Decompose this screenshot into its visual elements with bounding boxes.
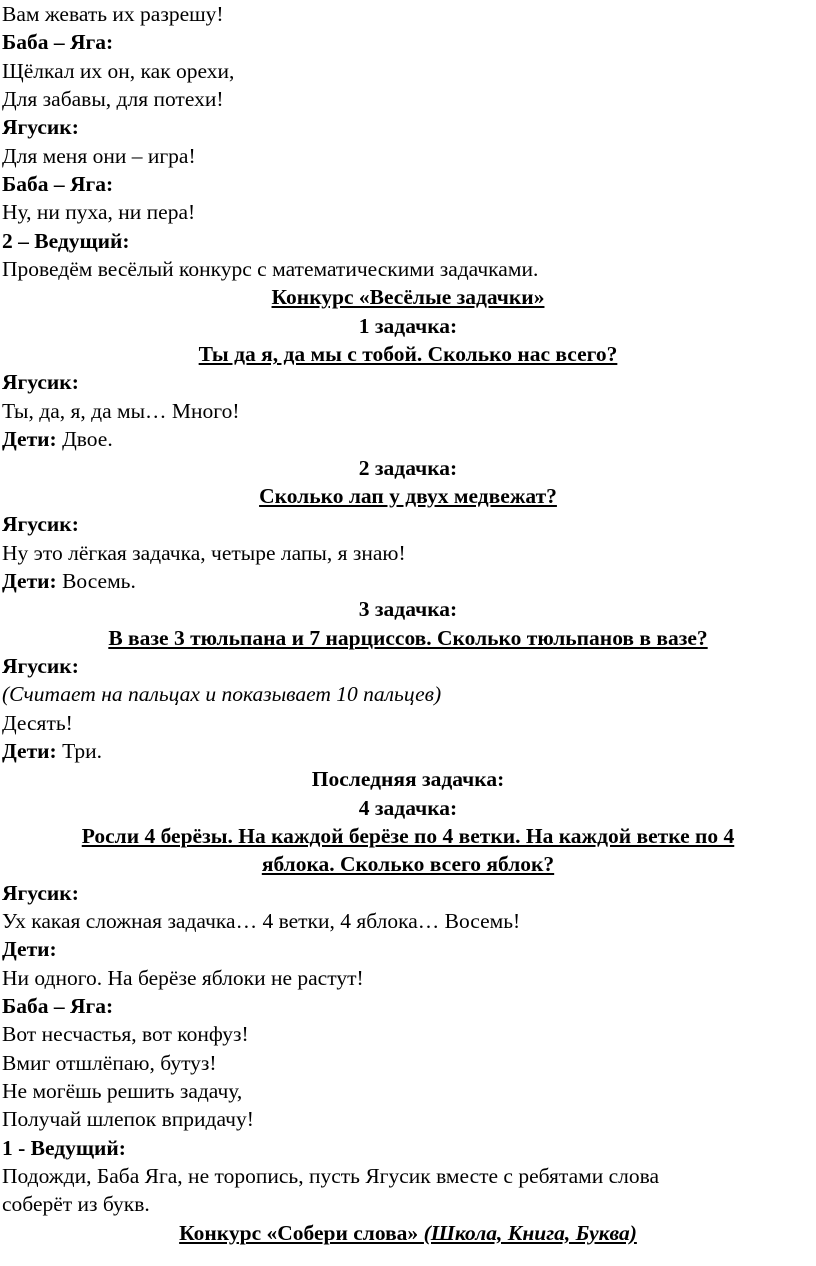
speaker-line — [0, 992, 816, 1020]
line-text: Для меня они – игра! — [2, 143, 196, 168]
speaker-name: 1 - Ведущий: — [2, 1135, 126, 1160]
text-line — [0, 1020, 816, 1048]
line-text: Ух какая сложная задачка… 4 ветки, 4 яблока… Восемь! — [2, 909, 521, 933]
line-text: Подожди, Баба Яга, не торопись, пусть Ягусик вместе с ребятами слова — [2, 1164, 660, 1189]
text-line — [0, 0, 816, 28]
heading-text: 4 задачка: — [358, 795, 458, 820]
heading-text: Ты да я, да мы с тобой. Сколько нас всего? — [198, 342, 618, 367]
line-text: Вот несчастья, вот конфуз! — [2, 1022, 249, 1047]
line-text: Десять! — [2, 710, 73, 735]
text-line — [0, 255, 816, 283]
speaker-line — [0, 510, 816, 538]
line-text: Вмиг отшлёпаю, бутуз! — [2, 1050, 217, 1075]
speaker-name: Баба – Яга: — [2, 30, 114, 55]
text-line — [0, 907, 816, 935]
stage-direction: (Считает на пальцах и показывает 10 пальцев) — [2, 682, 442, 707]
heading-text: Последняя задачка: — [311, 767, 505, 792]
speaker-name: Ягусик: — [2, 880, 79, 905]
line-text: Не могёшь решить задачу, — [2, 1079, 243, 1104]
speaker-line — [0, 28, 816, 56]
speaker-name: 2 – Ведущий: — [2, 228, 130, 253]
speaker-line — [0, 652, 816, 680]
speaker-name: Ягусик: — [2, 512, 79, 537]
heading-italic-text: (Школа, Книга, Буква) — [423, 1220, 637, 1245]
text-line — [0, 397, 816, 425]
heading-text: 1 задачка: — [358, 313, 458, 338]
speaker-line — [0, 1134, 816, 1162]
text-line — [0, 1162, 816, 1190]
text-line — [0, 737, 816, 765]
text-line — [0, 1077, 816, 1105]
text-line — [0, 57, 816, 85]
speaker-name: Баба – Яга: — [2, 994, 114, 1019]
text-line — [0, 1049, 816, 1077]
text-line — [0, 1190, 816, 1218]
section-heading — [0, 340, 816, 368]
speaker-line — [0, 368, 816, 396]
speaker-line — [0, 227, 816, 255]
section-heading — [0, 850, 816, 878]
speaker-name: Ягусик: — [2, 370, 79, 395]
speaker-name: Дети: — [2, 427, 57, 452]
speaker-name: Баба – Яга: — [2, 172, 114, 197]
line-text: Ни одного. На берёзе яблоки не растут! — [2, 965, 364, 990]
section-heading — [0, 765, 816, 793]
line-text: Для забавы, для потехи! — [2, 87, 224, 112]
line-text: Проведём весёлый конкурс с математическими задачками. — [2, 257, 539, 282]
speaker-name: Дети: — [2, 937, 57, 962]
line-text: Щёлкал их он, как орехи, — [2, 58, 235, 83]
line-text: Восемь. — [56, 568, 136, 593]
section-heading — [0, 595, 816, 623]
text-line — [0, 709, 816, 737]
heading-text: Конкурс «Весёлые задачки» — [271, 285, 545, 310]
section-heading — [0, 794, 816, 822]
section-heading — [0, 822, 816, 850]
line-text: Ты, да, я, да мы… Много! — [2, 398, 240, 423]
line-text: Три. — [56, 738, 103, 763]
heading-text: В вазе 3 тюльпана и 7 нарциссов. Сколько тюльпанов в вазе? — [108, 625, 708, 650]
heading-text: Сколько лап у двух медвежат? — [259, 483, 557, 508]
section-heading — [0, 624, 816, 652]
section-heading — [0, 283, 816, 311]
heading-text: Конкурс «Собери слова» (Школа, Книга, Буква) — [179, 1220, 637, 1245]
line-text: Ну, ни пуха, ни пера! — [2, 200, 196, 225]
speaker-line — [0, 170, 816, 198]
text-line — [0, 198, 816, 226]
line-text: Получай шлепок впридачу! — [2, 1107, 254, 1132]
heading-text: 3 задачка: — [358, 597, 458, 622]
speaker-line — [0, 935, 816, 963]
speaker-name: Дети: — [2, 568, 57, 593]
speaker-name: Ягусик: — [2, 653, 79, 678]
line-text: Двое. — [56, 427, 113, 452]
speaker-line — [0, 879, 816, 907]
text-line — [0, 680, 816, 708]
text-line — [0, 964, 816, 992]
line-text: соберёт из букв. — [2, 1192, 150, 1217]
text-line — [0, 142, 816, 170]
section-heading — [0, 312, 816, 340]
text-line — [0, 1105, 816, 1133]
speaker-line — [0, 113, 816, 141]
heading-text: яблока. Сколько всего яблок? — [261, 852, 555, 877]
heading-text: Росли 4 берёзы. На каждой берёзе по 4 ветки. На каждой ветке по 4 — [81, 823, 735, 848]
heading-text: 2 задачка: — [358, 455, 458, 480]
line-text: Вам жевать их разрешу! — [2, 2, 224, 26]
speaker-name: Дети: — [2, 738, 57, 763]
text-line — [0, 567, 816, 595]
text-line — [0, 425, 816, 453]
section-heading — [0, 482, 816, 510]
text-line — [0, 539, 816, 567]
section-heading — [0, 1219, 816, 1247]
text-line — [0, 85, 816, 113]
speaker-name: Ягусик: — [2, 115, 79, 140]
section-heading — [0, 454, 816, 482]
line-text: Ну это лёгкая задачка, четыре лапы, я знаю! — [2, 540, 406, 565]
